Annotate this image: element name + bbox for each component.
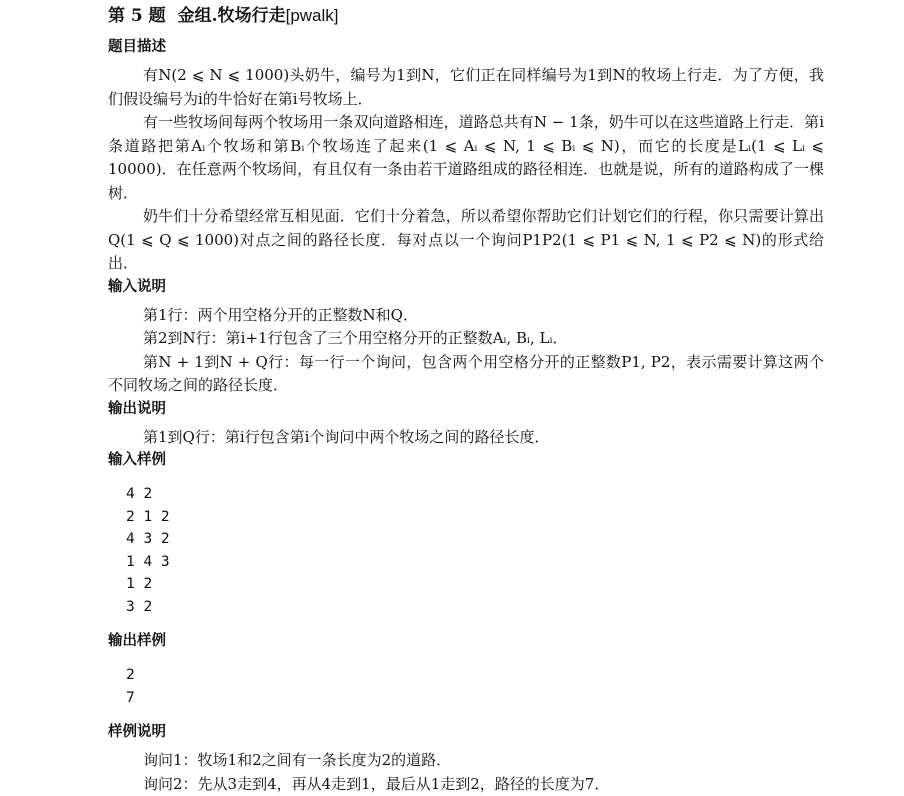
sample-input-line: 2 1 2: [126, 506, 824, 529]
problem-file: [pwalk]: [286, 6, 339, 25]
explanation-heading: 样例说明: [108, 721, 824, 743]
explanation-paragraph: 询问1：牧场1和2之间有一条长度为2的道路．: [108, 749, 824, 773]
sample-input-line: 1 4 3: [126, 551, 824, 574]
sample-input-block: [108, 483, 824, 618]
sample-input-heading: 输入样例: [108, 449, 824, 471]
sample-output-heading: 输出样例: [108, 630, 824, 652]
output-heading: 输出说明: [108, 398, 824, 420]
sample-input-line: 4 2: [126, 483, 824, 506]
input-paragraph: 第2到N行：第i+1行包含了三个用空格分开的正整数Aᵢ, Bᵢ, Lᵢ．: [108, 327, 824, 351]
description-paragraph: 奶牛们十分希望经常互相见面．它们十分着急，所以希望你帮助它们计划它们的行程，你只需要计算出Q(1 ⩽ Q ⩽ 1000)对点之间的路径长度．每对点以一个询问P1P2(1 ⩽ P1 ⩽ N, 1 ⩽ P2 ⩽ N)的形式给出．: [108, 205, 824, 276]
description-paragraph: 有一些牧场间每两个牧场用一条双向道路相连，道路总共有N − 1条，奶牛可以在这些道路上行走．第i条道路把第Aᵢ个牧场和第Bᵢ个牧场连了起来(1 ⩽ Aᵢ ⩽ N, 1 ⩽ Bᵢ ⩽ N)，而它的长度是Lᵢ(1 ⩽ Lᵢ ⩽ 10000)．在任意两个牧场间，有且仅有一条由若干道路组成的路径相连．也就是说，所有的道路构成了一棵树．: [108, 111, 824, 205]
problem-title: [108, 4, 824, 28]
sample-output-line: 7: [126, 687, 824, 710]
input-paragraph: 第N + 1到N + Q行：每一行一个询问，包含两个用空格分开的正整数P1, P2，表示需要计算这两个不同牧场之间的路径长度．: [108, 351, 824, 398]
description-heading: 题目描述: [108, 36, 824, 58]
sample-input-line: 4 3 2: [126, 528, 824, 551]
sample-output-line: 2: [126, 664, 824, 687]
sample-output-block: [108, 664, 824, 709]
problem-name: 金组.牧场行走: [178, 6, 286, 26]
problem-number: 第 5 题: [108, 6, 166, 26]
input-heading: 输入说明: [108, 276, 824, 298]
problem-page: [108, 4, 824, 796]
input-paragraph: 第1行：两个用空格分开的正整数N和Q．: [108, 304, 824, 328]
sample-input-line: 3 2: [126, 596, 824, 619]
output-paragraph: 第1到Q行：第i行包含第i个询问中两个牧场之间的路径长度．: [108, 426, 824, 450]
sample-input-line: 1 2: [126, 573, 824, 596]
explanation-paragraph: 询问2：先从3走到4，再从4走到1，最后从1走到2，路径的长度为7．: [108, 773, 824, 796]
description-paragraph: 有N(2 ⩽ N ⩽ 1000)头奶牛，编号为1到N，它们正在同样编号为1到N的牧场上行走．为了方便，我们假设编号为i的牛恰好在第i号牧场上．: [108, 64, 824, 111]
